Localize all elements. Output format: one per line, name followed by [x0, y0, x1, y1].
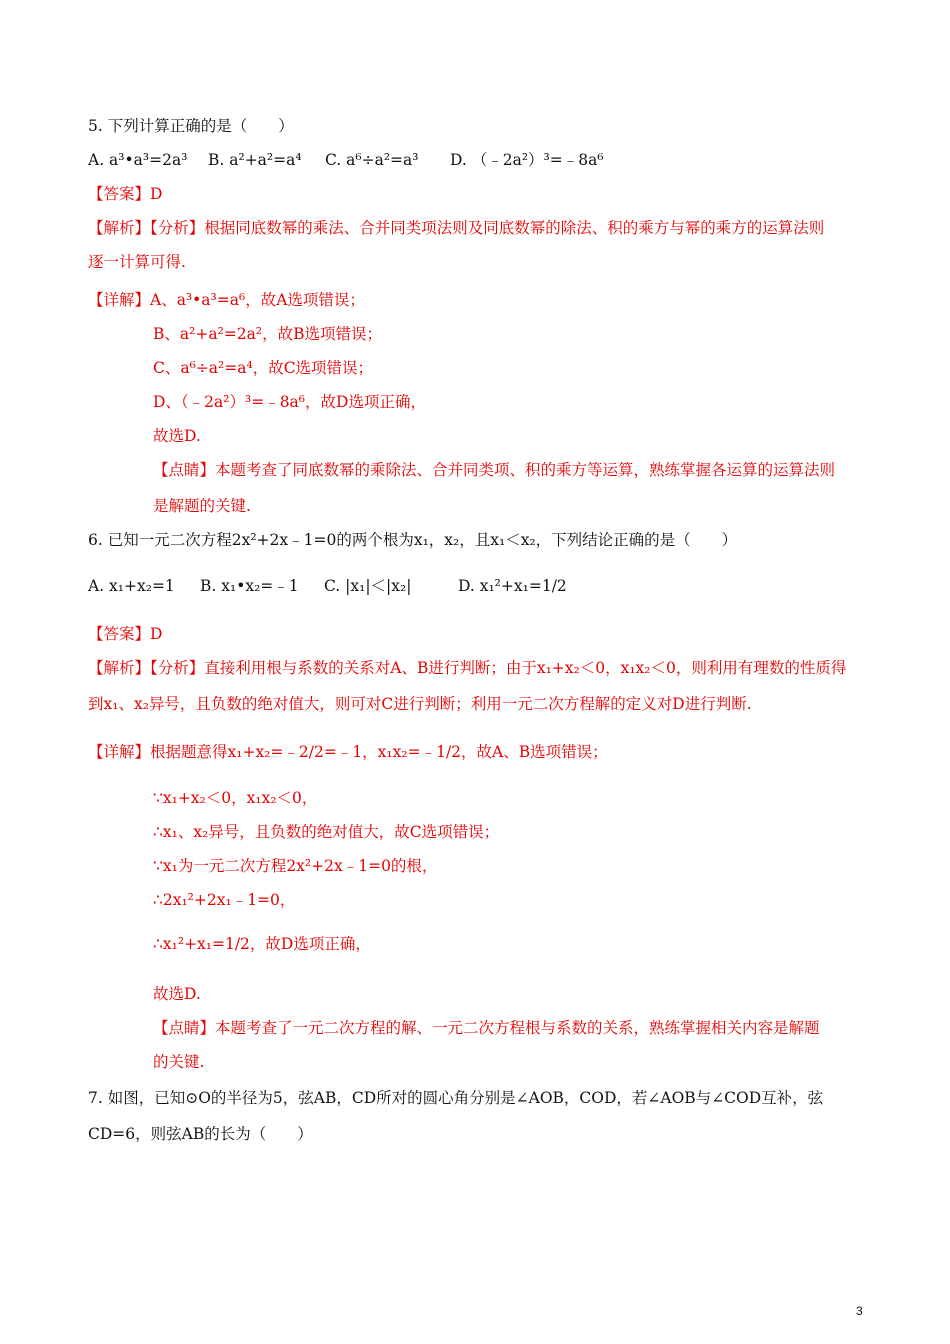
q5-comment-line-2: 是解题的关键. — [153, 497, 251, 515]
q6-option-c: C. |x₁|＜|x₂| — [324, 577, 412, 595]
q7-stem-line-2: CD=6，则弦AB的长为（ ） — [88, 1125, 313, 1143]
q6-stem: 6. 已知一元二次方程2x²+2x﹣1=0的两个根为x₁，x₂，且x₁＜x₂，下列结论正确的是（ ） — [88, 531, 738, 549]
q6-choose: 故选D. — [153, 985, 201, 1003]
q5-comment-line-1: 【点睛】本题考查了同底数幂的乘除法、合并同类项、积的乘方等运算，熟练掌握各运算的运算法则 — [153, 461, 836, 479]
q5-analysis-line-1: 【解析】【分析】根据同底数幂的乘法、合并同类项法则及同底数幂的除法、积的乘方与幂的乘方的运算法则 — [88, 219, 825, 237]
q6-option-d: D. x₁²+x₁=1/2 — [458, 577, 567, 595]
q7-stem-line-1: 7. 如图，已知⊙O的半径为5，弦AB，CD所对的圆心角分别是∠AOB，COD，若∠AOB与∠COD互补，弦 — [88, 1089, 824, 1107]
q5-choose: 故选D. — [153, 427, 201, 445]
q5-option-a: A. a³•a³=2a³ — [88, 151, 188, 169]
q6-detail-5: ∴2x₁²+2x₁﹣1=0， — [153, 891, 296, 909]
q5-stem: 5. 下列计算正确的是（ ） — [88, 117, 294, 135]
q5-detail-a: 【详解】A、a³•a³=a⁶，故A选项错误； — [88, 291, 365, 309]
q5-option-d: D. （﹣2a²）³=﹣8a⁶ — [450, 151, 604, 169]
q6-detail-6: ∴x₁²+x₁=1/2，故D选项正确， — [153, 935, 371, 953]
q5-detail-c: C、a⁶÷a²=a⁴，故C选项错误； — [153, 359, 374, 377]
q5-option-c: C. a⁶÷a²=a³ — [325, 151, 419, 169]
q6-detail-2: ∵x₁+x₂＜0，x₁x₂＜0， — [153, 789, 318, 807]
q6-comment-line-1: 【点睛】本题考查了一元二次方程的解、一元二次方程根与系数的关系，熟练掌握相关内容是解题 — [153, 1019, 820, 1037]
q6-detail-4: ∵x₁为一元二次方程2x²+2x﹣1=0的根， — [153, 857, 438, 875]
q5-detail-b: B、a²+a²=2a²，故B选项错误； — [153, 325, 382, 343]
q5-answer: 【答案】D — [88, 185, 163, 203]
q5-detail-d: D、（﹣2a²）³=﹣8a⁶，故D选项正确， — [153, 393, 426, 411]
q6-analysis-line-1: 【解析】【分析】直接利用根与系数的关系对A、B进行判断；由于x₁+x₂＜0，x₁x₂＜0，则利用有理数的性质得 — [88, 659, 847, 677]
q6-detail-3: ∴x₁、x₂异号，且负数的绝对值大，故C选项错误； — [153, 823, 500, 841]
q6-option-a: A. x₁+x₂=1 — [88, 577, 175, 595]
page-number: 3 — [856, 1304, 863, 1318]
q6-analysis-line-2: 到x₁、x₂异号，且负数的绝对值大，则可对C进行判断；利用一元二次方程解的定义对D进行判断. — [88, 695, 752, 713]
q6-detail-1: 【详解】根据题意得x₁+x₂=﹣2/2=﹣1，x₁x₂=﹣1/2，故A、B选项错误； — [88, 743, 608, 761]
q5-analysis-line-2: 逐一计算可得. — [88, 253, 186, 271]
q6-answer: 【答案】D — [88, 625, 163, 643]
q5-option-b: B. a²+a²=a⁴ — [208, 151, 302, 169]
q6-comment-line-2: 的关键. — [153, 1053, 205, 1071]
q6-option-b: B. x₁•x₂=﹣1 — [200, 577, 299, 595]
